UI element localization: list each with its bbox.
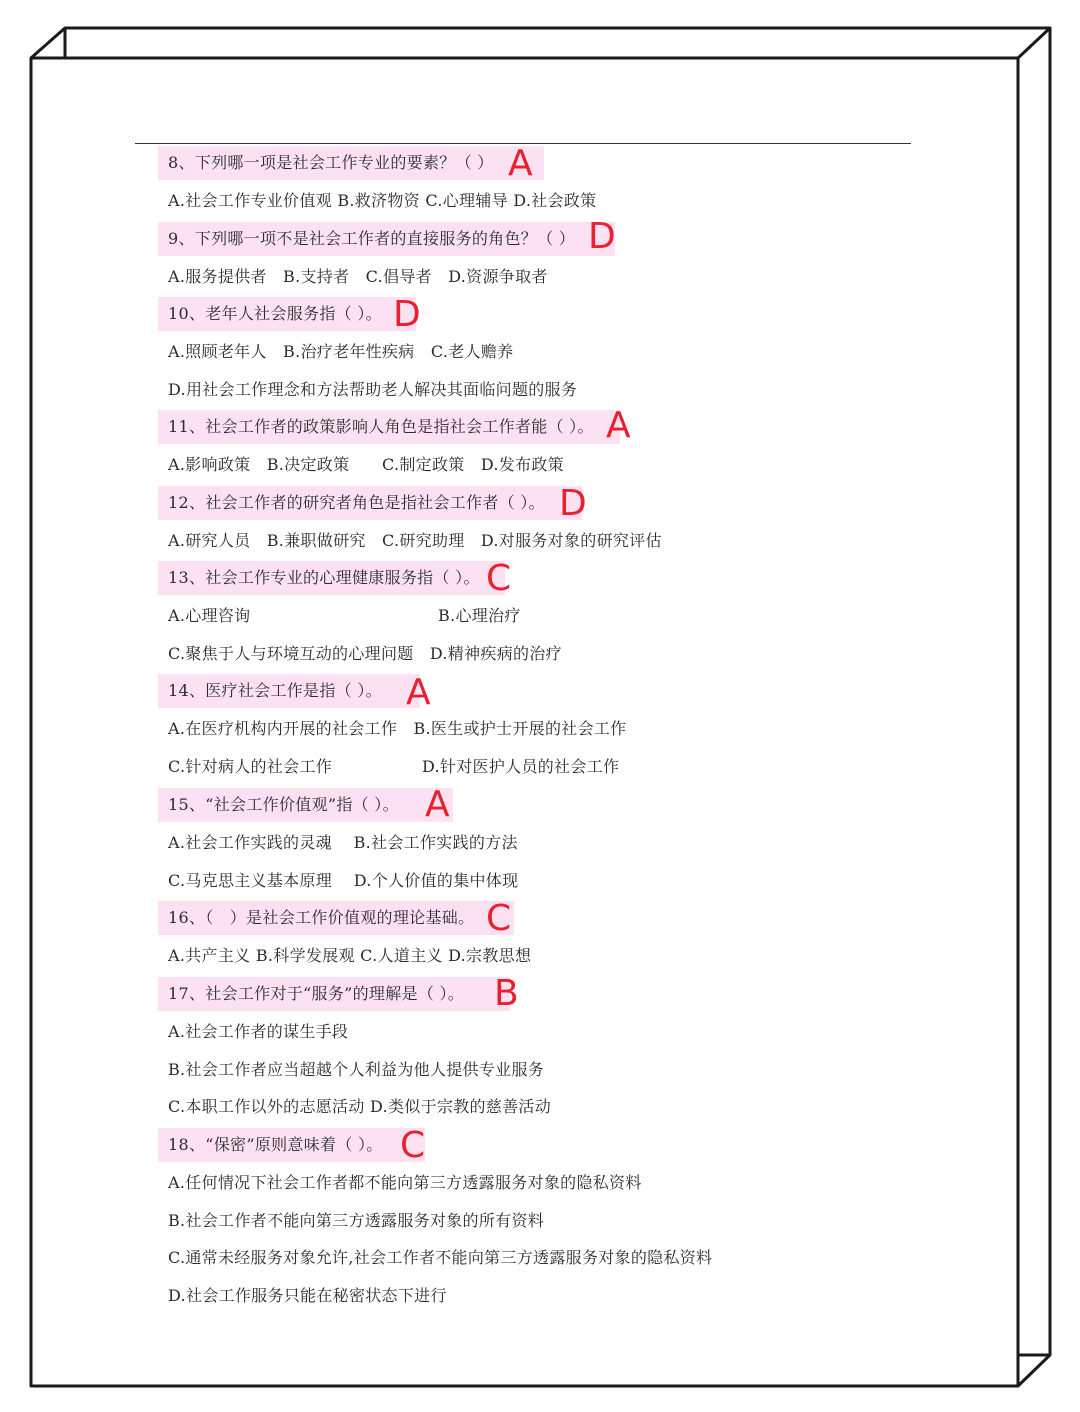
options-13-a: A.心理咨询 <box>168 606 251 625</box>
options-14-c: C.针对病人的社会工作 <box>168 757 333 776</box>
answer-mark-17: B <box>494 973 519 1014</box>
answer-mark-16: C <box>486 898 512 939</box>
options-17-b: B.社会工作者应当超越个人利益为他人提供专业服务 <box>168 1060 545 1079</box>
question-18: 18、“保密”原则意味着（ ）。 <box>168 1135 383 1154</box>
question-14: 14、医疗社会工作是指（ ）。 <box>168 681 382 700</box>
answer-mark-13: C <box>486 558 512 599</box>
answer-mark-10: D <box>393 294 421 335</box>
options-18-c: C.通常未经服务对象允许,社会工作者不能向第三方透露服务对象的隐私资料 <box>168 1248 713 1267</box>
options-9: A.服务提供者 B.支持者 C.倡导者 D.资源争取者 <box>168 267 548 286</box>
answer-mark-12: D <box>559 483 587 524</box>
options-17-c: C.本职工作以外的志愿活动 D.类似于宗教的慈善活动 <box>168 1097 551 1116</box>
options-14-d: D.针对医护人员的社会工作 <box>422 757 620 776</box>
question-10: 10、老年人社会服务指（ ）。 <box>168 304 382 323</box>
options-17-a: A.社会工作者的谋生手段 <box>168 1022 349 1041</box>
options-10-a: A.照顾老年人 B.治疗老年性疾病 C.老人赡养 <box>168 342 514 361</box>
options-8: A.社会工作专业价值观 B.救济物资 C.心理辅导 D.社会政策 <box>168 191 597 210</box>
question-13: 13、社会工作专业的心理健康服务指（ ）。 <box>168 568 480 587</box>
options-11: A.影响政策 B.决定政策 C.制定政策 D.发布政策 <box>168 455 564 474</box>
question-17: 17、社会工作对于“服务”的理解是（ ）。 <box>168 984 465 1003</box>
options-15-a: A.社会工作实践的灵魂 B.社会工作实践的方法 <box>168 833 518 852</box>
options-10-b: D.用社会工作理念和方法帮助老人解决其面临问题的服务 <box>168 380 578 399</box>
question-9: 9、下列哪一项不是社会工作者的直接服务的角色？（ ） <box>168 229 576 248</box>
options-18-d: D.社会工作服务只能在秘密状态下进行 <box>168 1286 447 1305</box>
question-16: 16、（ ）是社会工作价值观的理论基础。 <box>168 908 475 927</box>
options-16: A.共产主义 B.科学发展观 C.人道主义 D.宗教思想 <box>168 946 532 965</box>
options-15-b: C.马克思主义基本原理 D.个人价值的集中体现 <box>168 871 519 890</box>
answer-mark-9: D <box>588 216 616 257</box>
options-18-b: B.社会工作者不能向第三方透露服务对象的所有资料 <box>168 1211 545 1230</box>
options-12: A.研究人员 B.兼职做研究 C.研究助理 D.对服务对象的研究评估 <box>168 531 662 550</box>
options-18-a: A.任何情况下社会工作者都不能向第三方透露服务对象的隐私资料 <box>168 1173 642 1192</box>
options-13-b: B.心理治疗 <box>438 606 521 625</box>
options-14-a: A.在医疗机构内开展的社会工作 B.医生或护士开展的社会工作 <box>168 719 627 738</box>
question-8: 8、下列哪一项是社会工作专业的要素？（ ） <box>168 153 494 172</box>
answer-mark-11: A <box>606 405 631 446</box>
options-13-c: C.聚焦于人与环境互动的心理问题 D.精神疾病的治疗 <box>168 644 562 663</box>
question-12: 12、社会工作者的研究者角色是指社会工作者（ ）。 <box>168 493 545 512</box>
question-11: 11、社会工作者的政策影响人角色是指社会工作者能（ ）。 <box>168 417 594 436</box>
question-15: 15、“社会工作价值观”指（ ）。 <box>168 795 399 814</box>
answer-mark-15: A <box>425 784 450 825</box>
answer-mark-18: C <box>400 1125 426 1166</box>
answer-mark-8: A <box>508 143 533 184</box>
answer-mark-14: A <box>406 672 431 713</box>
